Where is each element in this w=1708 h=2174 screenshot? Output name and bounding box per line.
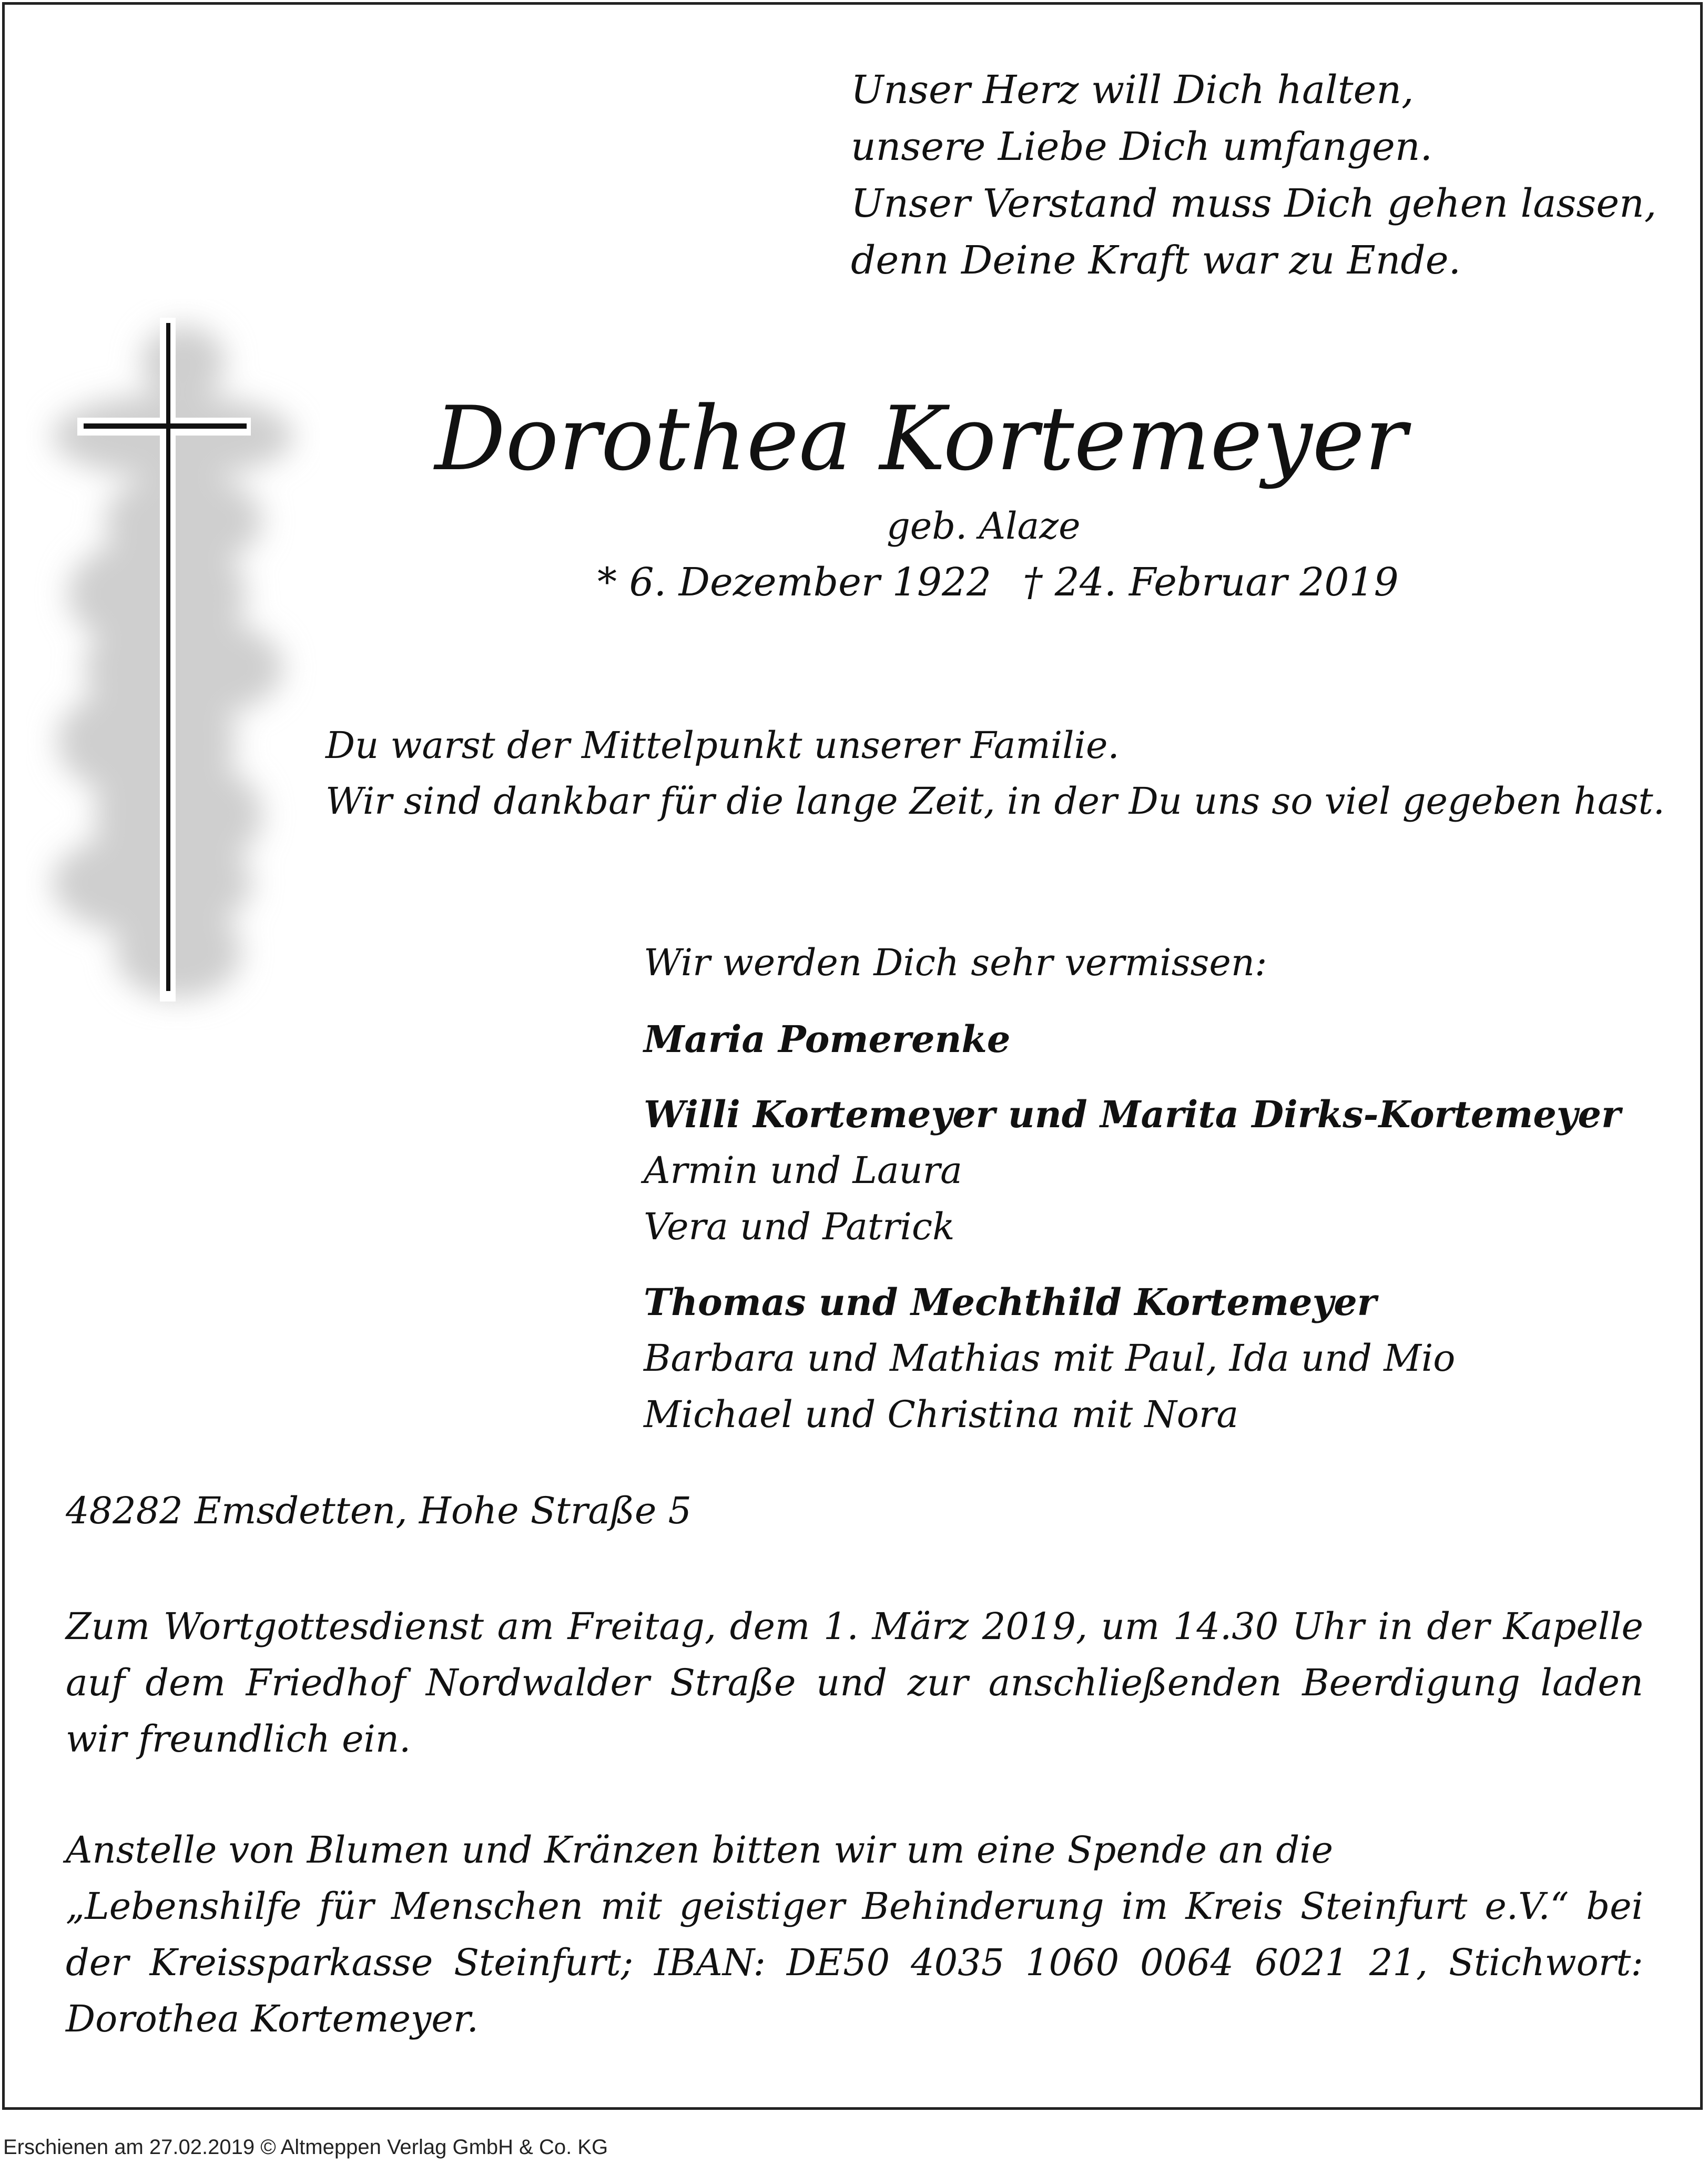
mourner-name: Armin und Laura [644, 1149, 962, 1192]
poem-line: Unser Verstand muss Dich gehen lassen, [851, 181, 1657, 226]
address: 48282 Emsdetten, Hohe Straße 5 [66, 1489, 692, 1532]
donation-line: der Kreissparkasse Steinfurt; IBAN: DE50 4035 1060 0064 6021 21, Stichwort: [66, 1941, 1643, 1984]
service-notice [66, 1599, 1643, 1767]
birth-name: geb. Alaze [887, 504, 1081, 548]
service-line: wir freundlich ein. [66, 1717, 411, 1761]
mourner-name: Willi Kortemeyer und Marita Dirks-Kortemeyer [644, 1093, 1621, 1136]
donation-line: Anstelle von Blumen und Kränzen bitten wir um eine Spende an die [66, 1828, 1334, 1872]
message-line: Du warst der Mittelpunkt unserer Familie. [326, 724, 1120, 767]
mourners-intro: Wir werden Dich sehr vermissen: [644, 941, 1267, 984]
family-message [326, 717, 1665, 829]
mourner-name: Maria Pomerenke [644, 1017, 1011, 1061]
poem [851, 62, 1656, 289]
poem-line: unsere Liebe Dich umfangen. [851, 124, 1433, 169]
birth-date: * 6. Dezember 1922 [597, 560, 992, 605]
death-date: † 24. Februar 2019 [1023, 560, 1399, 605]
poem-line: denn Deine Kraft war zu Ende. [851, 238, 1461, 283]
donation-line: Dorothea Kortemeyer. [66, 1997, 479, 2040]
life-dates [597, 560, 1399, 605]
obituary-card [2, 2, 1703, 2110]
service-line: auf dem Friedhof Nordwalder Straße und zur anschließenden Beerdigung laden [66, 1661, 1643, 1704]
donation-line: „Lebenshilfe für Menschen mit geistiger Behinderung im Kreis Steinfurt e.V.“ bei [66, 1885, 1643, 1928]
mourner-name: Vera und Patrick [644, 1205, 955, 1248]
publication-footer: Erschienen am 27.02.2019 © Altmeppen Verlag GmbH & Co. KG [3, 2136, 608, 2159]
mourner-name: Michael und Christina mit Nora [644, 1393, 1239, 1436]
message-line: Wir sind dankbar für die lange Zeit, in der Du uns so viel gegeben hast. [326, 780, 1665, 823]
deceased-name: Dorothea Kortemeyer [434, 387, 1407, 490]
mourner-name: Thomas und Mechthild Kortemeyer [644, 1280, 1377, 1324]
poem-line: Unser Herz will Dich halten, [851, 67, 1414, 113]
service-line: Zum Wortgottesdienst am Freitag, dem 1. März 2019, um 14.30 Uhr in der Kapelle [66, 1605, 1643, 1648]
mourner-name: Barbara und Mathias mit Paul, Ida und Mio [644, 1337, 1456, 1380]
donation-notice [66, 1822, 1643, 2047]
